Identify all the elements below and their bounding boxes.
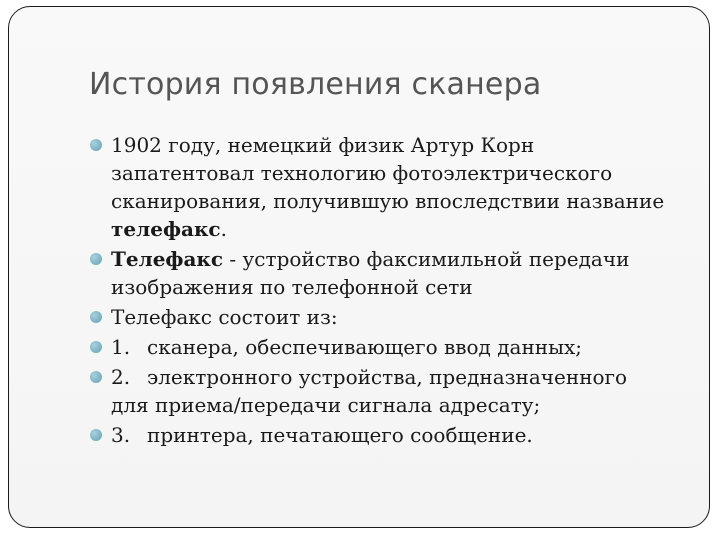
slide-title: История появления сканера <box>89 67 542 102</box>
bullet-dot-icon <box>90 429 102 441</box>
bullet-list <box>89 131 669 451</box>
bullet-number: 3. <box>111 423 131 447</box>
bullet-text: - устройство факсимильной передачи изображения по телефонной сети <box>111 247 630 299</box>
bullet-dot-icon <box>90 253 102 265</box>
bullet-number: 1. <box>111 335 131 359</box>
bullet-text: электронного устройства, предназначенного для приема/передачи сигнала адресату; <box>111 365 628 417</box>
bullet-tail: . <box>220 217 227 241</box>
bullet-dot-icon <box>90 371 102 383</box>
bullet-item <box>89 131 669 243</box>
bullet-item <box>89 363 669 419</box>
slide <box>8 6 710 528</box>
bullet-item <box>89 245 669 301</box>
bullet-text: принтера, печатающего сообщение. <box>147 423 533 447</box>
bullet-dot-icon <box>90 139 102 151</box>
bullet-dot-icon <box>90 311 102 323</box>
bullet-dot-icon <box>90 341 102 353</box>
bullet-text: сканера, обеспечивающего ввод данных; <box>147 335 583 359</box>
bullet-text: 1902 году, немецкий физик Артур Корн запатентовал технологию фотоэлектрического сканирования, получившую впоследствии название <box>111 133 665 213</box>
bullet-bold-term: Телефакс <box>111 247 224 271</box>
bullet-item <box>89 303 669 331</box>
bullet-text: Телефакс состоит из: <box>111 305 338 329</box>
bullet-number: 2. <box>111 365 131 389</box>
bullet-item <box>89 333 669 361</box>
bullet-item <box>89 421 669 449</box>
bullet-bold-term: телефакс <box>111 217 221 241</box>
